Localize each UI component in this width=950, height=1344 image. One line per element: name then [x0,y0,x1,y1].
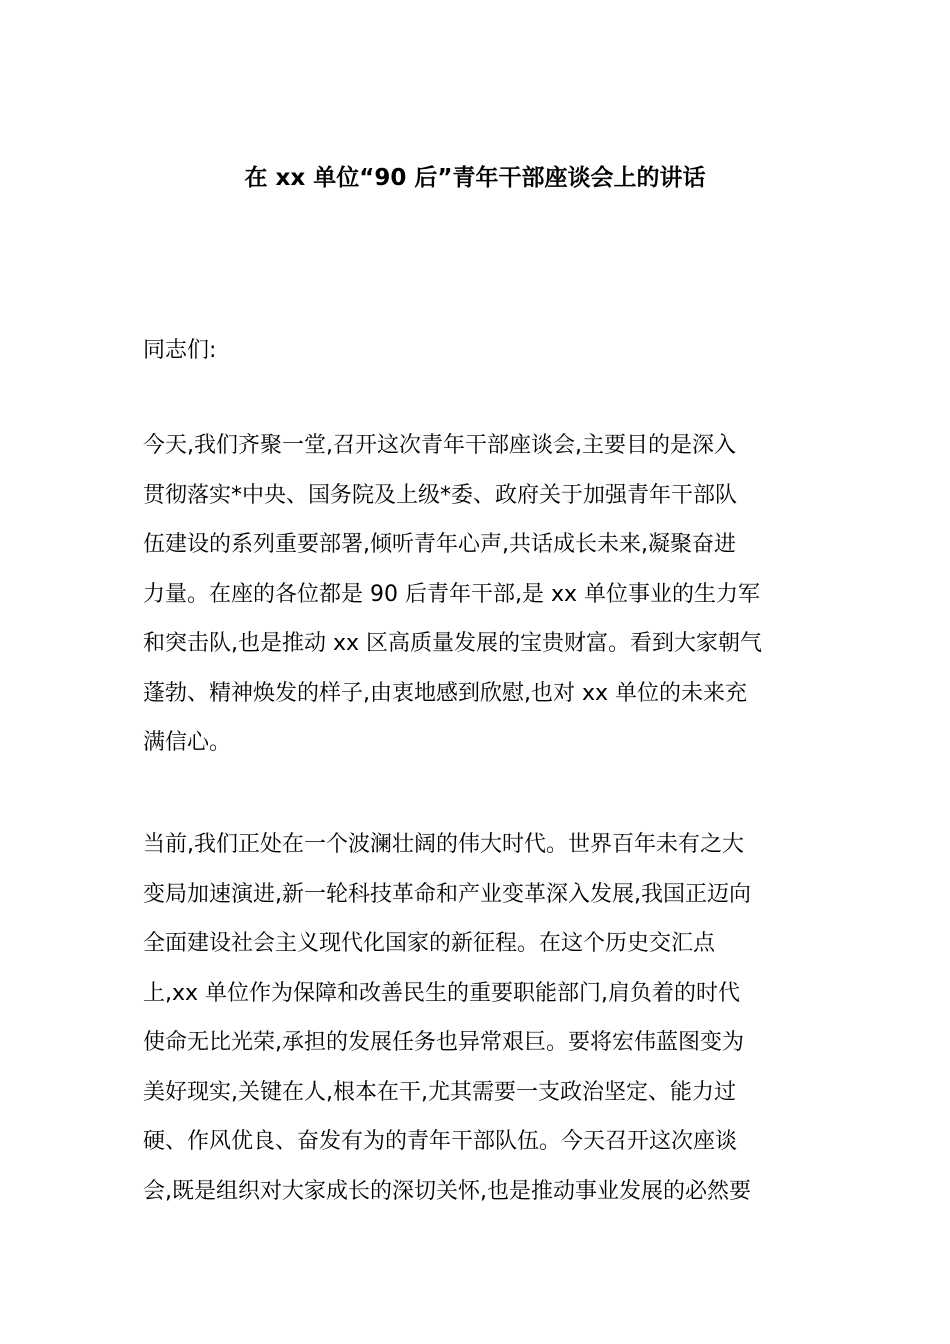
paragraph-2-line-6: 美好现实,关键在人,根本在干,尤其需要一支政治坚定、能力过 [143,1079,736,1105]
paragraph-1-line-1: 今天,我们齐聚一堂,召开这次青年干部座谈会,主要目的是深入 [143,433,736,458]
paragraph-1-line-7: 满信心。 [143,730,232,755]
greeting-text: 同志们: [143,338,217,363]
paragraph-2-line-7: 硬、作风优良、奋发有为的青年干部队伍。今天召开这次座谈 [143,1129,738,1154]
paragraph-2-line-4: 上,xx 单位作为保障和改善民生的重要职能部门,肩负着的时代 [143,980,741,1006]
paragraph-1-line-4: 力量。在座的各位都是 90 后青年干部,是 xx 单位事业的生力军 [143,581,761,607]
paragraph-2-line-1: 当前,我们正处在一个波澜壮阔的伟大时代。世界百年未有之大 [143,832,744,857]
document-title: 在 xx 单位“90 后”青年干部座谈会上的讲话 [244,165,706,191]
paragraph-2 [143,827,813,1223]
paragraph-2-line-2: 变局加速演进,新一轮科技革命和产业变革深入发展,我国正迈向 [143,881,751,907]
paragraph-2-line-8: 会,既是组织对大家成长的深切关怀,也是推动事业发展的必然要 [143,1178,751,1204]
paragraph-1-line-3: 伍建设的系列重要部署,倾听青年心声,共话成长未来,凝聚奋进 [143,532,736,557]
paragraph-2-line-3: 全面建设社会主义现代化国家的新征程。在这个历史交汇点 [143,931,716,956]
paragraph-1-line-5: 和突击队,也是推动 xx 区高质量发展的宝贵财富。看到大家朝气 [143,631,763,656]
paragraph-1-line-2: 贯彻落实*中央、国务院及上级*委、政府关于加强青年干部队 [143,482,738,508]
paragraph-1 [143,428,813,775]
paragraph-2-line-5: 使命无比光荣,承担的发展任务也异常艰巨。要将宏伟蓝图变为 [143,1030,744,1055]
paragraph-1-line-6: 蓬勃、精神焕发的样子,由衷地感到欣慰,也对 xx 单位的未来充 [143,680,748,706]
